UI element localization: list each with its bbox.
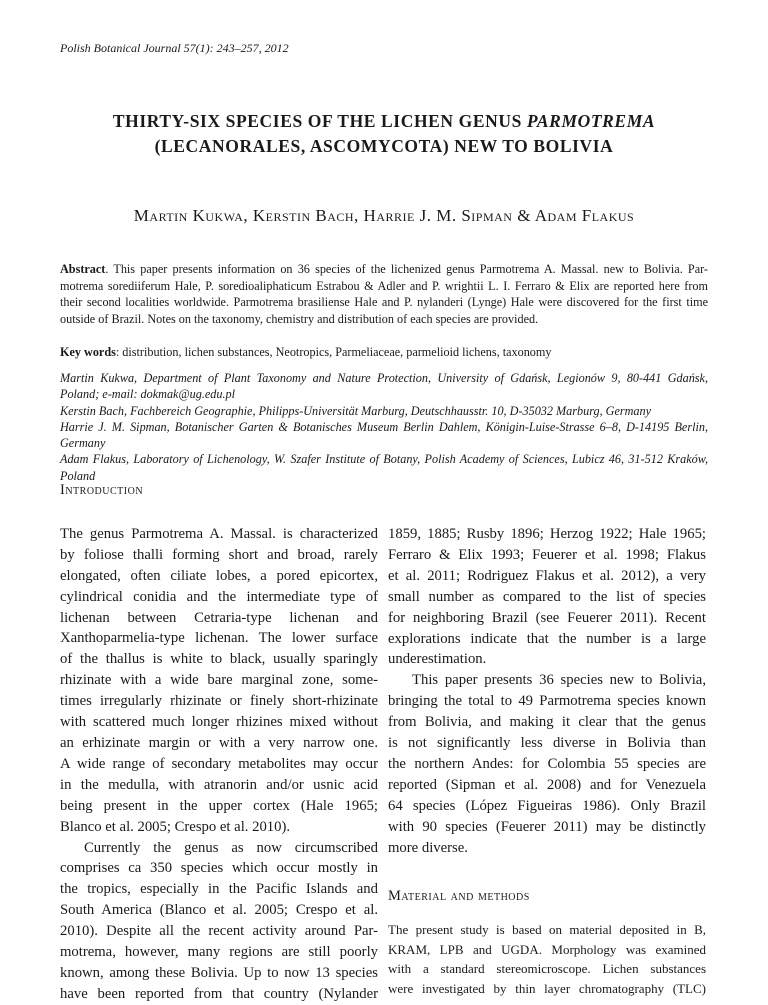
affiliations: Martin Kukwa, Department of Plant Taxonomy and Nature Protection, University of Gdańsk, Legionów 9, 80-441 Gdańsk, Poland; e-mail: dokmak@ug.edu.pl Kerstin Bach, Fachbereich Geographie, Philipps-Universität Marburg, Deutschhausstr. 10, D-35032 Marburg, Germany Harrie J. M. Sipman, Botanischer Garten & Botanisches Museum Berlin Dahlem, Königin-Luise-Strasse 6–8, D-14195 Berlin, Germany Adam Flakus, Laboratory of Lichenology, W. Szafer Institute of Botany, Polish Academy of Sciences, Lubicz 46, 31-512 Kraków, Poland (60, 371, 708, 483)
keywords-label: Key words (60, 345, 116, 359)
paper-title (60, 109, 708, 159)
section-heading-methods: Material and methods (388, 887, 530, 904)
right-column: 1859, 1885; Rusby 1896; Herzog 1922; Hale 1965; Ferraro & Elix 1993; Feuerer et al. 1998; Flakus et al. 2011; Rodriguez Flakus et al. 2012), a very small number as compared to the list of species for neighboring Brazil (see Feuerer 2011). Recent explorations indicate that the number is a large underestimation. This paper presents 36 species new to Bolivia, bringing the total to 49 Parmotrema species known from Bolivia, and making it clear that the genus is not significantly less diverse in Bolivia than the northern Andes: for Colombia 55 species are reported (Sipman et al. 2008) and for Venezuela 64 species (López Figueiras 1986). Only Brazil with 90 species (Feuerer 2011) may be distinctly more diverse. Material and methods The present study is based on material deposited in B, KRAM, LPB and UGDA. Morphology was examined with a standard stereomicroscope. Lichen substances were investigated by thin layer chromatography (TLC) (388, 480, 706, 998)
title-line-2: (LECANORALES, ASCOMYCOTA) NEW TO BOLIVIA (154, 136, 614, 156)
methods-text: The present study is based on material deposited in B, KRAM, LPB and UGDA. Morphology was examined with a standard stereomicroscope. Lichen substances were investigated by thin layer chromatography (TLC) (388, 922, 706, 996)
abstract-label: Abstract (60, 262, 106, 276)
left-column: Introduction The genus Parmotrema A. Massal. is characterized by foliose thalli forming short and broad, rarely elongated, often ciliate lobes, a pored epicortex, cylindrical conidia and the intermediate type of lichenan between Cetraria-type lichenan and Xanthoparmelia-type lichenan. The lower surface of the thallus is white to black, usually sparingly rhizinate with a wide bare marginal zone, some- times irregularly rhizinate or finely short-rhizinate with scattered much longer rhizines mixed without an erhizinate margin or with a very narrow one. A wide range of secondary metabolites may occur in the medulla, with atranorin and/or usnic acid being present in the upper cortex (Hale 1965; Blanco et al. 2005; Crespo et al. 2010). Currently the genus as now circumscribed comprises ca 350 species which occur mostly in the tropics, especially in the Pacific Islands and South America (Blanco et al. 2005; Crespo et al. 2010). Despite all the recent activity around Par- motrema, however, many regions are still poorly known, among these Bolivia. Up to now 13 species have been reported from that country (Nylander (60, 482, 378, 1002)
journal-citation: Polish Botanical Journal 57(1): 243–257, 2012 (60, 41, 289, 55)
abstract: Abstract. This paper presents information on 36 species of the lichenized genus Parmotrema A. Massal. new to Bolivia. Par- motrema sorediiferum Hale, P. soredioaliphaticum Estrabou & Adler and P. wrightii L. I. Ferraro & Elix are reported here from their second localities worldwide. Parmotrema brasiliense Hale and P. nylanderi (Lynge) Hale were discovered for the first time outside of Brazil. Notes on the taxonomy, chemistry and distribution of each species are provided. (60, 262, 708, 326)
section-heading-introduction: Introduction (60, 482, 144, 498)
title-line-1: THIRTY-SIX SPECIES OF THE LICHEN GENUS PARMOTREMA (112, 111, 656, 131)
author-list: Martin Kukwa, Kerstin Bach, Harrie J. M. Sipman & Adam Flakus (133, 206, 635, 225)
keywords: Key words: distribution, lichen substances, Neotropics, Parmeliaceae, parmelioid lichens, taxonomy (60, 345, 552, 359)
